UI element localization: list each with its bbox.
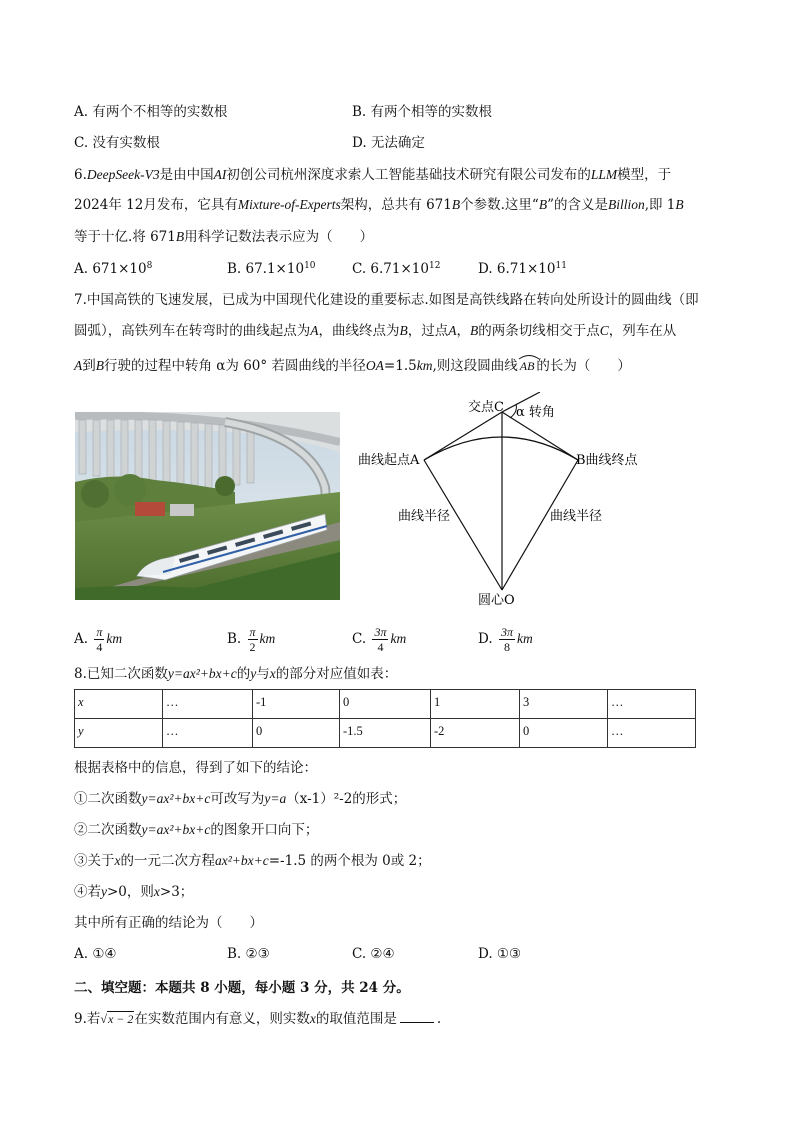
radius-ob — [502, 460, 578, 590]
table-cell: y — [75, 719, 163, 748]
q8-option-a: A. ①④ — [74, 946, 117, 962]
table-cell: -1 — [253, 690, 340, 719]
label-radius-right: 曲线半径 — [550, 509, 603, 524]
table-cell: -1.5 — [340, 719, 431, 748]
q6-line-2: 2024年 12月发布，它具有Mixture-of-Experts架构，总共有 671B个参数.这里“B”的含义是Billion,即 1B — [74, 197, 684, 213]
table-cell: 0 — [253, 719, 340, 748]
q7-option-b: B. $\frac{\pi}{2}$ km — [227, 625, 276, 654]
table-cell: … — [608, 690, 696, 719]
q8-conclusion-2: ②二次函数y=ax²+bx+c的图象开口向下； — [74, 822, 319, 838]
q7-option-a: A. $\frac{\pi}{4}$ km — [74, 625, 123, 654]
q8-option-b: B. ②③ — [227, 946, 270, 962]
q6-option-a: A. $671\times 10^8$ — [74, 261, 153, 277]
q7-option-d: D. $\frac{3\pi}{8}$ km — [478, 625, 533, 654]
q7-line-3: A到B行驶的过程中转角 α为 60° 若圆曲线的半径OA=1.5km,则这段圆曲线 AB 的长为（ ） — [74, 357, 631, 375]
label-radius-left: 曲线半径 — [398, 509, 451, 524]
q6-line-3: 等于十亿.将 671B用科学记数法表示应为（ ） — [74, 229, 374, 245]
circular-curve-diagram — [352, 392, 652, 618]
q5-option-d: D. 无法确定 — [352, 135, 425, 151]
label-point-b: B曲线终点 — [576, 453, 638, 468]
q8-option-d: D. ①③ — [478, 946, 522, 962]
value-table — [74, 689, 696, 748]
radius-oa — [424, 460, 502, 590]
curve-arc — [424, 437, 578, 460]
q7-line-2: 圆弧），高铁列车在转弯时的曲线起点为A，曲线终点为B，过点A，B的两条切线相交于点C，列车在从 — [74, 323, 677, 339]
q8-option-c: C. ②④ — [352, 946, 395, 962]
table-row — [75, 719, 696, 748]
q8-conclusion-4: ④若y>0，则x>3； — [74, 884, 194, 900]
q8-stem: 8.已知二次函数y=ax²+bx+c的y与x的部分对应值如表： — [74, 666, 398, 682]
label-point-c: 交点C — [468, 400, 504, 415]
q7-option-c: C. $\frac{3\pi}{4}$ km — [352, 625, 407, 654]
q8-after-table: 根据表格中的信息，得到了如下的结论： — [74, 760, 317, 776]
table-cell: -2 — [431, 719, 520, 748]
label-center-o: 圆心O — [478, 593, 515, 608]
q6-option-d: D. $6.71\times 10^{11}$ — [478, 261, 567, 277]
label-turn-angle: α 转角 — [516, 405, 555, 420]
section-heading-fill-in: 二、填空题：本题共 8 小题，每小题 3 分，共 24 分。 — [74, 980, 410, 996]
q7-line-1: 7.中国高铁的飞速发展，已成为中国现代化建设的重要标志.如图是高铁线路在转向处所设计的圆曲线（即 — [74, 292, 699, 308]
label-point-a: 曲线起点A — [358, 453, 420, 468]
table-cell: … — [608, 719, 696, 748]
table-cell: … — [163, 719, 253, 748]
tangent-line-ca — [424, 412, 502, 460]
table-cell: 3 — [520, 690, 608, 719]
answer-blank[interactable] — [400, 1010, 434, 1023]
q6-line-1: 6.DeepSeek-V3是由中国AI初创公司杭州深度求索人工智能基础技术研究有限公司发布的LLM模型，于 — [74, 167, 672, 183]
q8-ask: 其中所有正确的结论为（ ） — [74, 915, 263, 931]
table-cell: 0 — [520, 719, 608, 748]
arc-symbol-icon — [518, 354, 540, 360]
q6-option-c: C. $6.71\times 10^{12}$ — [352, 261, 441, 277]
q5-option-b: B. 有两个相等的实数根 — [352, 104, 493, 120]
arc-ab: AB — [518, 357, 537, 375]
table-row — [75, 690, 696, 719]
q5-option-a: A. 有两个不相等的实数根 — [74, 104, 228, 120]
q5-option-c: C. 没有实数根 — [74, 135, 160, 151]
table-cell: 0 — [340, 690, 431, 719]
sqrt-expression: √x − 2 — [100, 1012, 134, 1026]
table-cell: x — [75, 690, 163, 719]
q6-option-b: B. $67.1\times 10^{10}$ — [227, 261, 316, 277]
q8-conclusion-1: ①二次函数y=ax²+bx+c可改写为y=a（x-1）²-2的形式； — [74, 791, 407, 807]
q8-conclusion-3: ③关于x的一元二次方程ax²+bx+c=-1.5 的两个根为 0或 2； — [74, 853, 431, 869]
table-cell: … — [163, 690, 253, 719]
q9-line: 9.若√x − 2在实数范围内有意义，则实数x的取值范围是 . — [74, 1011, 442, 1027]
table-cell: 1 — [431, 690, 520, 719]
high-speed-train-photo — [75, 412, 340, 600]
